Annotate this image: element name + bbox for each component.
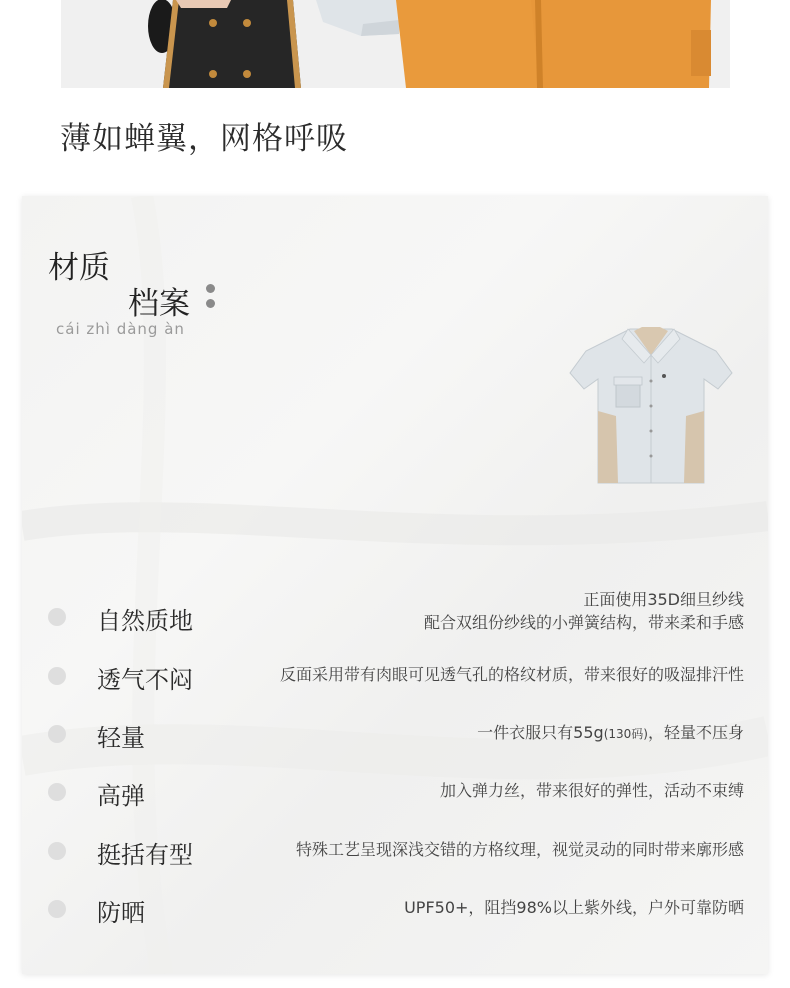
feature-row [22,714,768,754]
feature-label: 自然质地 [97,607,193,635]
feature-row [22,590,768,635]
feature-label: 高弹 [97,782,145,810]
feature-desc-small: (130码) [603,727,648,741]
bullet-dot [48,783,66,801]
feature-label: 防晒 [97,899,145,927]
feature-label: 轻量 [97,724,145,752]
feature-desc-main: 一件衣服只有55g [477,723,604,742]
feature-row [22,831,768,871]
bullet-dot [48,667,66,685]
feature-desc: 加入弹力丝，带来很好的弹性，活动不束缚 [439,781,744,800]
bullet-dot [48,608,66,626]
feature-desc-line1: 正面使用35D细旦纱线 [583,590,744,609]
material-card [22,196,768,974]
card-pinyin: cái zhì dàng àn [56,320,185,338]
feature-desc: 特殊工艺呈现深浅交错的方格纹理，视觉灵动的同时带来廓形感 [295,840,744,859]
card-title-line2: 档案 [128,286,190,322]
shirt-image [566,321,736,491]
bullet-dot [48,725,66,743]
title-dots [206,284,216,314]
feature-desc-line2: 配合双组份纱线的小弹簧结构，带来柔和手感 [423,613,744,632]
feature-row [22,656,768,696]
feature-row [22,772,768,812]
feature-desc: UPF50+，阻挡98%以上紫外线，户外可靠防晒 [404,898,744,917]
feature-desc [424,588,744,634]
feature-label: 挺括有型 [97,841,193,869]
feature-row [22,889,768,929]
top-photo [61,0,730,88]
feature-desc-tail: ，轻量不压身 [647,723,744,742]
headline: 薄如蝉翼，网格呼吸 [60,121,348,157]
feature-desc [477,721,744,746]
bullet-dot [48,900,66,918]
bullet-dot [48,842,66,860]
feature-desc: 反面采用带有肉眼可见透气孔的格纹材质，带来很好的吸湿排汗性 [279,665,744,684]
feature-label: 透气不闷 [97,666,193,694]
card-title-line1: 材质 [48,250,110,286]
